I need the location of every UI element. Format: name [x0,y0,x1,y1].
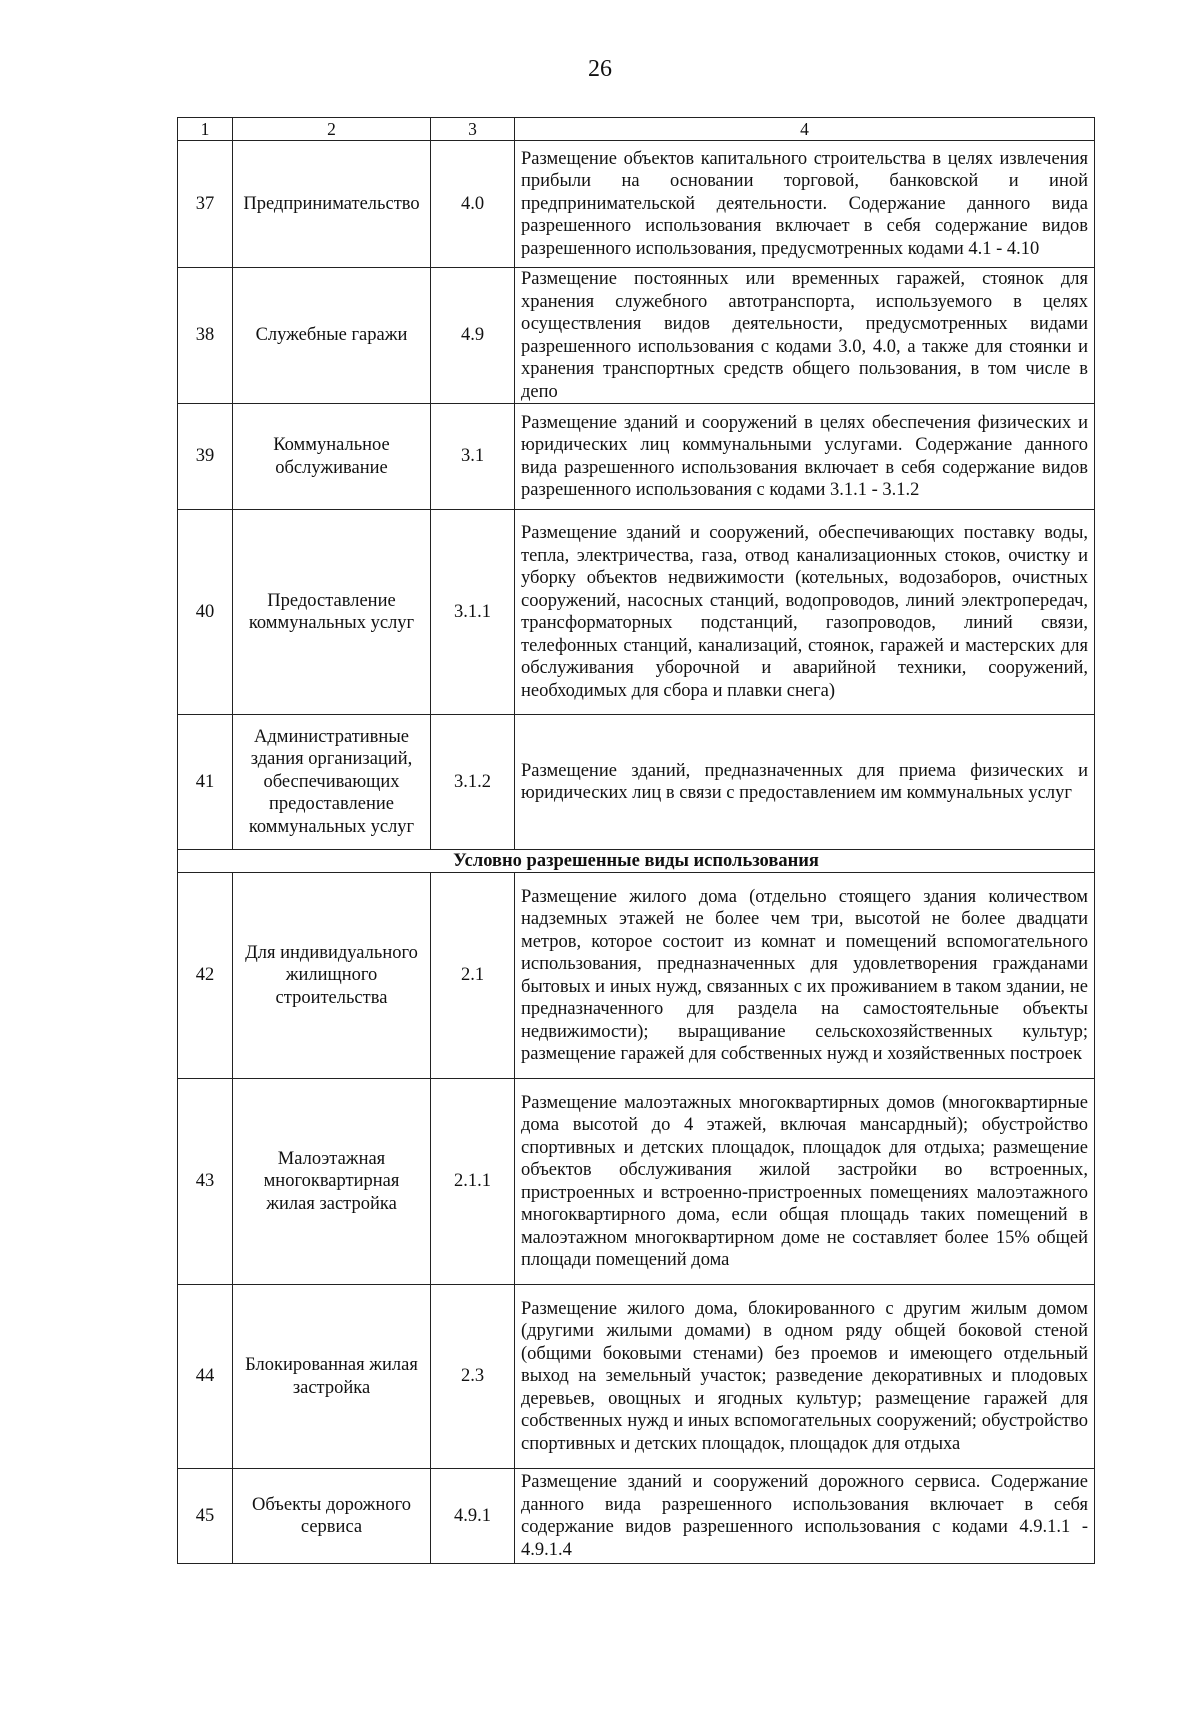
table-row [178,510,1095,715]
use-type-code: 3.1.2 [431,715,515,850]
row-number: 39 [178,404,233,510]
use-type-code: 2.1 [431,873,515,1079]
header-cell: 4 [515,118,1095,141]
use-type-code: 4.9 [431,268,515,404]
land-use-table [177,117,1095,1564]
use-type-description: Размещение объектов капитального строительства в целях извлечения прибыли на основании торговой, банковской и иной предпринимательской деятельности. Содержание данного вида разрешенного использования включает в себя содержание видов разрешенного использования, предусмотренных кодами 4.1 - 4.10 [515,141,1095,268]
use-type-description: Размещение постоянных или временных гаражей, стоянок для хранения служебного автотранспорта, используемого в целях осуществления видов деятельности, предусмотренных видами разрешенного использования с кодами 3.0, 4.0, а также для стоянки и хранения транспортных средств общего пользования, в том числе в депо [515,268,1095,404]
use-type-name: Служебные гаражи [233,268,431,404]
use-type-name: Блокированная жилая застройка [233,1285,431,1469]
table-row [178,715,1095,850]
use-type-description: Размещение зданий и сооружений в целях обеспечения физических и юридических лиц коммунальными услугами. Содержание данного вида разрешенного использования включает в себя содержание видов разрешенного использования с кодами 3.1.1 - 3.1.2 [515,404,1095,510]
use-type-code: 4.9.1 [431,1469,515,1564]
row-number: 40 [178,510,233,715]
use-type-name: Предпринимательство [233,141,431,268]
page-number: 26 [588,56,612,82]
use-type-code: 2.1.1 [431,1079,515,1285]
section-title: Условно разрешенные виды использования [178,850,1095,873]
row-number: 43 [178,1079,233,1285]
use-type-description: Размещение малоэтажных многоквартирных домов (многоквартирные дома высотой до 4 этажей, включая мансардный); обустройство спортивных и детских площадок, площадок для отдыха; размещение объектов обслуживания жилой застройки во встроенных, пристроенных и встроенно-пристроенных помещениях малоэтажного многоквартирного дома, если общая площадь таких помещений в малоэтажном многоквартирном доме не составляет более 15% общей площади помещений дома [515,1079,1095,1285]
use-type-name: Для индивидуального жилищного строительства [233,873,431,1079]
table-row [178,141,1095,268]
header-cell: 1 [178,118,233,141]
table-row [178,1079,1095,1285]
use-type-code: 3.1 [431,404,515,510]
row-number: 42 [178,873,233,1079]
table-row [178,404,1095,510]
use-type-description: Размещение зданий и сооружений, обеспечивающих поставку воды, тепла, электричества, газа, отвод канализационных стоков, очистку и уборку объектов недвижимости (котельных, водозаборов, очистных сооружений, насосных станций, водопроводов, линий электропередач, трансформаторных подстанций, газопроводов, линий связи, телефонных станций, канализаций, стоянок, гаражей и мастерских для обслуживания уборочной и аварийной техники, сооружений, необходимых для сбора и плавки снега) [515,510,1095,715]
row-number: 45 [178,1469,233,1564]
use-type-description: Размещение жилого дома, блокированного с другим жилым домом (другими жилыми домами) в одном ряду общей боковой стеной (общими боковыми стенами) без проемов и имеющего отдельный выход на земельный участок; разведение декоративных и плодовых деревьев, овощных и ягодных культур; размещение гаражей для собственных нужд и иных вспомогательных сооружений; обустройство спортивных и детских площадок, площадок для отдыха [515,1285,1095,1469]
header-cell: 2 [233,118,431,141]
row-number: 44 [178,1285,233,1469]
use-type-code: 2.3 [431,1285,515,1469]
table-row [178,268,1095,404]
use-type-name: Предоставление коммунальных услуг [233,510,431,715]
table-row [178,1285,1095,1469]
use-type-name: Коммунальное обслуживание [233,404,431,510]
use-type-description: Размещение зданий, предназначенных для приема физических и юридических лиц в связи с предоставлением им коммунальных услуг [515,715,1095,850]
use-type-code: 3.1.1 [431,510,515,715]
row-number: 41 [178,715,233,850]
section-row [178,850,1095,873]
table-row [178,1469,1095,1564]
table-header-row [178,118,1095,141]
header-cell: 3 [431,118,515,141]
use-type-description: Размещение жилого дома (отдельно стоящего здания количеством надземных этажей не более чем три, высотой не более двадцати метров, которое состоит из комнат и помещений вспомогательного использования, предназначенных для удовлетворения гражданами бытовых и иных нужд, связанных с их проживанием в таком здании, не предназначенного для раздела на самостоятельные объекты недвижимости); выращивание сельскохозяйственных культур; размещение гаражей для собственных нужд и хозяйственных построек [515,873,1095,1079]
use-type-name: Малоэтажная многоквартирная жилая застройка [233,1079,431,1285]
table-row [178,873,1095,1079]
use-type-description: Размещение зданий и сооружений дорожного сервиса. Содержание данного вида разрешенного использования включает в себя содержание видов разрешенного использования с кодами 4.9.1.1 - 4.9.1.4 [515,1469,1095,1564]
use-type-code: 4.0 [431,141,515,268]
row-number: 38 [178,268,233,404]
use-type-name: Объекты дорожного сервиса [233,1469,431,1564]
use-type-name: Административные здания организаций, обеспечивающих предоставление коммунальных услуг [233,715,431,850]
row-number: 37 [178,141,233,268]
